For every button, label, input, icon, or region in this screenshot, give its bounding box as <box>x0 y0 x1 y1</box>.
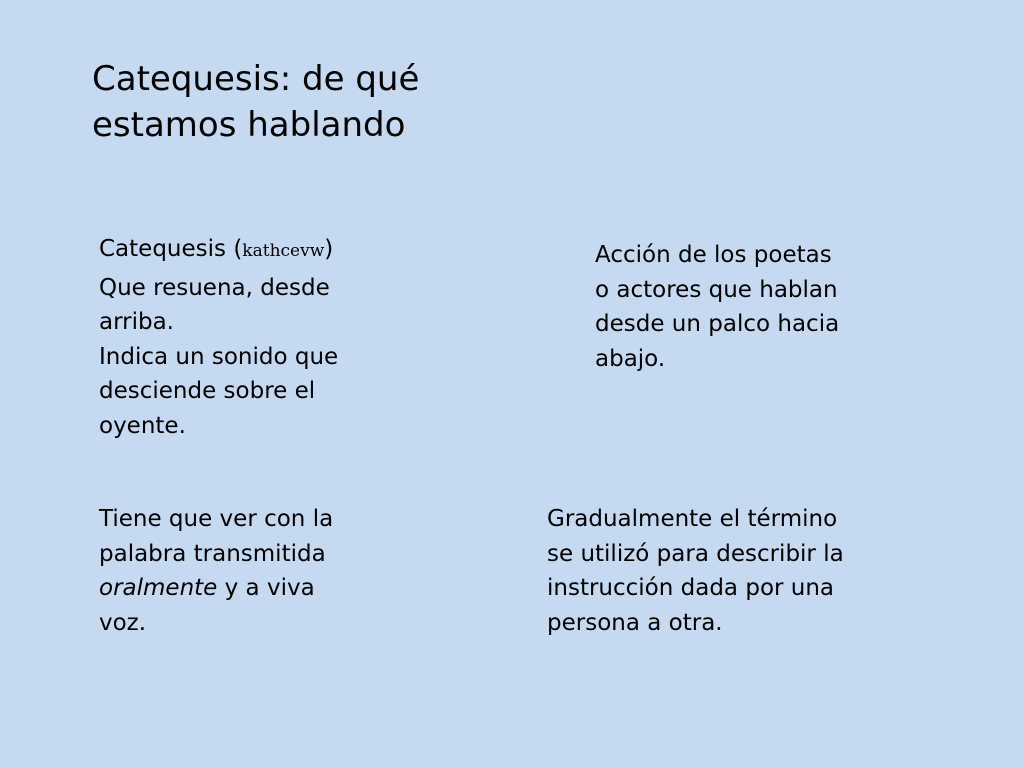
oral-word-line <box>99 571 419 606</box>
definition-line: Que resuena, desde <box>99 274 330 301</box>
definition-line: desciende sobre el <box>99 378 316 404</box>
slide-title <box>92 56 612 148</box>
oral-word-line: Tiene que ver con la <box>99 506 334 532</box>
slide-title-line-2: estamos hablando <box>92 105 406 145</box>
oral-word-line-rest: y a viva <box>217 575 315 601</box>
definition-block <box>99 232 419 443</box>
oral-word-line: voz. <box>99 609 147 636</box>
oralmente-emphasis: oralmente <box>99 575 218 601</box>
poets-line: desde un palco hacia <box>595 311 840 337</box>
term-suffix: ) <box>324 236 334 262</box>
definition-line: oyente. <box>99 412 186 439</box>
instruction-line: instrucción dada por una <box>547 575 835 601</box>
greek-word: kathcevw <box>242 241 325 261</box>
poets-block <box>595 238 915 376</box>
oral-word-text <box>99 502 419 640</box>
oral-word-line: palabra transmitida <box>99 540 326 567</box>
poets-line: Acción de los poetas <box>595 242 832 268</box>
poets-line: o actores que hablan <box>595 276 838 303</box>
instruction-text <box>547 502 947 640</box>
slide-title-line-1: Catequesis: de qué <box>92 59 420 99</box>
oral-word-block <box>99 502 419 640</box>
term-prefix: Catequesis ( <box>99 236 243 262</box>
definition-line: Indica un sonido que <box>99 343 339 370</box>
term-heading <box>99 232 419 269</box>
instruction-line: se utilizó para describir la <box>547 540 844 567</box>
definition-line: arriba. <box>99 309 174 335</box>
definition-text <box>99 271 419 444</box>
instruction-line: persona a otra. <box>547 609 723 636</box>
instruction-line: Gradualmente el término <box>547 506 838 532</box>
poets-line: abajo. <box>595 345 666 372</box>
instruction-block <box>547 502 947 640</box>
poets-text <box>595 238 915 376</box>
